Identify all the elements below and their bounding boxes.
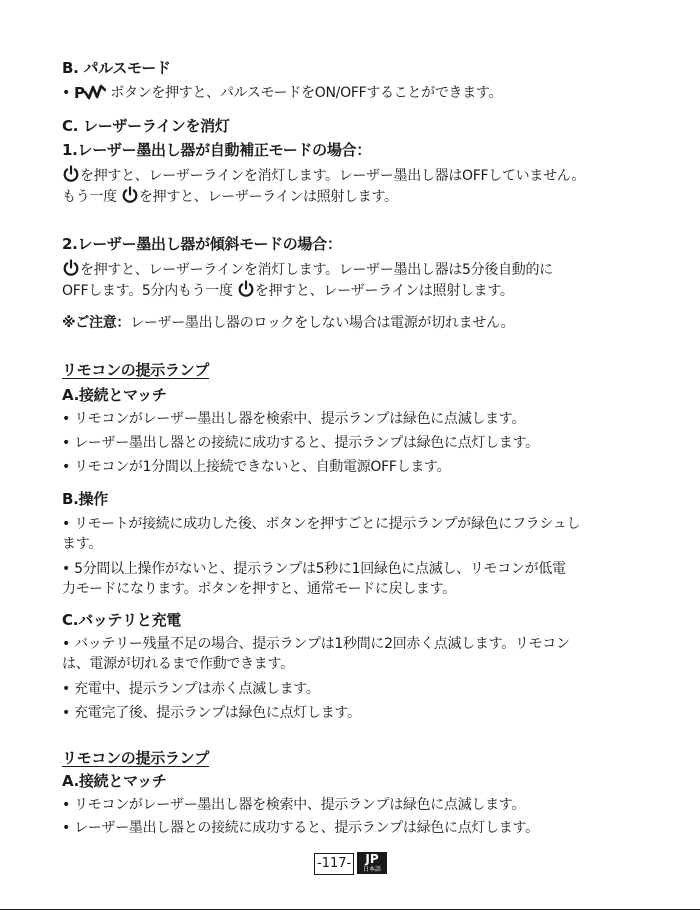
- battery-charge-heading: C.バッテリと充電: [62, 611, 182, 629]
- pulse-icon: [74, 84, 106, 100]
- power-icon: [237, 280, 255, 298]
- caution-text: レーザー墨出し器のロックをしない場合は電源が切れません。: [130, 315, 515, 331]
- pulse-text-line: [62, 83, 502, 103]
- language-name: 日本語: [362, 866, 381, 873]
- tilt-mode-text-2a: OFFします。5分内もう一度: [62, 283, 233, 299]
- auto-mode-heading: 1.レーザー墨出し器が自動補正モードの場合：: [62, 141, 371, 159]
- language-badge: [357, 852, 387, 874]
- list-item: • 充電中、提示ランプは赤く点滅します。: [62, 681, 320, 697]
- laser-off-heading: C. レーザーラインを消灯: [62, 117, 230, 135]
- list-item: • 5分間以上操作がないと、提示ランプは5秒に1回緑色に点滅し、リモコンが低電: [62, 561, 566, 577]
- language-code: JP: [365, 852, 379, 866]
- power-icon: [62, 259, 80, 277]
- list-item: • レーザー墨出し器との接続に成功すると、提示ランプは緑色に点灯します。: [62, 820, 539, 836]
- page-number: -117-: [314, 853, 354, 875]
- connect-match-heading-repeat: A.接続とマッチ: [62, 772, 167, 790]
- pulse-text: ボタンを押すと、パルスモードをON/OFFすることができます。: [110, 85, 503, 101]
- bottom-divider: [0, 909, 700, 910]
- remote-lamp-heading-repeat: リモコンの提示ランプ: [62, 749, 210, 767]
- tilt-mode-line-1: [62, 259, 553, 280]
- auto-mode-line-2: [62, 186, 398, 207]
- tilt-mode-text-2b: を押すと、レーザーラインは照射します。: [254, 283, 514, 299]
- tilt-mode-text-1: を押すと、レーザーラインを消灯します。レーザー墨出し器は5分後自動的に: [80, 262, 553, 278]
- operation-heading: B.操作: [62, 490, 108, 508]
- tilt-mode-heading: 2.レーザー墨出し器が傾斜モードの場合：: [62, 235, 342, 253]
- list-item: • リモコンが1分間以上接続できないと、自動電源OFFします。: [62, 459, 451, 475]
- power-icon: [121, 186, 139, 204]
- caution-note: [62, 313, 514, 333]
- list-item: • リモートが接続に成功した後、ボタンを押すごとに提示ランプが緑色にフラシュし: [62, 516, 581, 532]
- list-item-continued: は、電源が切れるまで作動できます。: [62, 656, 294, 672]
- connect-match-heading: A.接続とマッチ: [62, 386, 167, 404]
- remote-lamp-heading: リモコンの提示ランプ: [62, 361, 210, 379]
- list-item: • リモコンがレーザー墨出し器を検索中、提示ランプは緑色に点滅します。: [62, 411, 526, 427]
- auto-mode-text-1: を押すと、レーザーラインを消灯します。レーザー墨出し器はOFFしていません。: [80, 168, 586, 184]
- auto-mode-text-2a: もう一度: [62, 189, 117, 205]
- list-item: • リモコンがレーザー墨出し器を検索中、提示ランプは緑色に点滅します。: [62, 797, 526, 813]
- list-item: • 充電完了後、提示ランプは緑色に点灯します。: [62, 705, 361, 721]
- caution-label: ※ご注意：: [62, 315, 131, 331]
- svg-text:P: P: [74, 84, 85, 100]
- tilt-mode-line-2: [62, 280, 514, 301]
- list-item-continued: ます。: [62, 536, 102, 552]
- list-item: • バッテリー残量不足の場合、提示ランプは1秒間に2回赤く点滅します。リモコン: [62, 636, 570, 652]
- bullet: •: [62, 85, 75, 101]
- auto-mode-text-2b: を押すと、レーザーラインは照射します。: [138, 189, 398, 205]
- auto-mode-line-1: [62, 165, 585, 186]
- list-item-continued: 力モードになります。ボタンを押すと、通常モードに戻します。: [62, 581, 456, 597]
- power-icon: [62, 165, 80, 183]
- list-item: • レーザー墨出し器との接続に成功すると、提示ランプは緑色に点灯します。: [62, 435, 539, 451]
- pulse-heading: B. パルスモード: [62, 59, 171, 77]
